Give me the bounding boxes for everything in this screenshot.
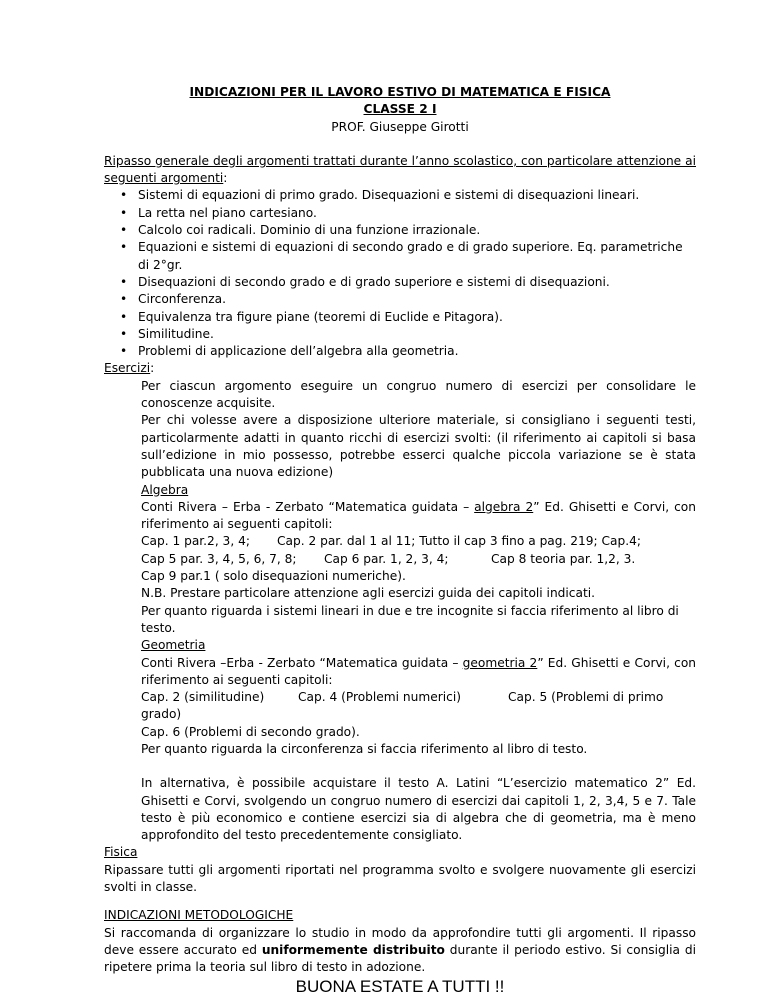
geometria-heading: Geometria: [141, 638, 206, 653]
esercizi-heading: Esercizi:: [104, 361, 155, 376]
ripasso-intro: Ripasso generale degli argomenti trattati durante l’anno scolastico, con particolare attenzione ai seguenti argomenti:: [104, 153, 696, 186]
geometria-chapters-line3: Per quanto riguarda la circonferenza si faccia riferimento al libro di testo.: [141, 741, 588, 756]
geometria-book: Conti Rivera –Erba - Zerbato “Matematica guidata – geometria 2” Ed. Ghisetti e Corvi, con riferimento ai seguenti capitoli:: [141, 655, 696, 687]
esercizi-para2: Per chi volesse avere a disposizione ulteriore materiale, si consigliano i seguenti testi, particolarmente adatti in quanto ricchi di esercizi svolti: (il riferimento ai capitoli si basa sull’edizione in mio possesso, potrebbe esserci qualche piccola variazione se è stata pubblicata una nuova edizione): [141, 413, 696, 480]
fisica-text: Ripassare tutti gli argomenti riportati nel programma svolto e svolgere nuovamente gli esercizi svolti in classe.: [104, 862, 696, 895]
algebra-chapters-line3: Cap 9 par.1 ( solo disequazioni numeriche).: [141, 569, 406, 584]
class-label: CLASSE 2 I: [363, 102, 437, 117]
esercizi-section: [104, 378, 696, 845]
list-item: • Sistemi di equazioni di primo grado. Disequazioni e sistemi di disequazioni lineari.: [138, 187, 696, 204]
closing-greeting: BUONA ESTATE A TUTTI !!: [295, 976, 505, 996]
alternative-book: In alternativa, è possibile acquistare il testo A. Latini “L’esercizio matematico 2” Ed. Ghisetti e Corvi, svolgendo un congruo numero di esercizi dai capitoli 1, 2, 3,4, 5 e 7. Tale testo è più economico e contiene esercizi sia di algebra che di geometria, ma è meno approfondito del testo precedentemente consigliato.: [141, 776, 696, 843]
list-item: • Equivalenza tra figure piane (teoremi di Euclide e Pitagora).: [138, 309, 696, 326]
topics-list: [104, 187, 696, 360]
teacher-name: PROF. Giuseppe Girotti: [331, 119, 469, 134]
geometria-chapters-line2: Cap. 6 (Problemi di secondo grado).: [141, 724, 360, 739]
fisica-heading: Fisica: [104, 845, 138, 860]
algebra-heading: Algebra: [141, 482, 189, 497]
algebra-chapters-line1: Cap. 1 par.2, 3, 4; Cap. 2 par. dal 1 al 11; Tutto il cap 3 fino a pag. 219; Cap.4;: [141, 534, 641, 549]
algebra-chapters-line2: Cap 5 par. 3, 4, 5, 6, 7, 8; Cap 6 par. 1, 2, 3, 4; Cap 8 teoria par. 1,2, 3.: [141, 551, 636, 566]
algebra-note1: N.B. Prestare particolare attenzione agli esercizi guida dei capitoli indicati.: [141, 586, 595, 601]
document-page: [104, 84, 696, 997]
list-item: • Disequazioni di secondo grado e di grado superiore e sistemi di disequazioni.: [138, 274, 696, 291]
list-item: • Circonferenza.: [138, 291, 696, 308]
document-header: [104, 84, 696, 136]
document-title: INDICAZIONI PER IL LAVORO ESTIVO DI MATEMATICA E FISICA: [189, 85, 611, 99]
list-item: • Calcolo coi radicali. Dominio di una funzione irrazionale.: [138, 222, 696, 239]
list-item: • Equazioni e sistemi di equazioni di secondo grado e di grado superiore. Eq. parametriche di 2°gr.: [138, 239, 696, 274]
algebra-note2: Per quanto riguarda i sistemi lineari in due e tre incognite si faccia riferimento al libro di testo.: [141, 603, 679, 635]
esercizi-para1: Per ciascun argomento eseguire un congruo numero di esercizi per consolidare le conoscenze acquisite.: [141, 378, 696, 411]
geometria-chapters-line1: Cap. 2 (similitudine) Cap. 4 (Problemi numerici) Cap. 5 (Problemi di primo grado): [141, 690, 664, 722]
metodologia-text: Si raccomanda di organizzare lo studio in modo da approfondire tutti gli argomenti. Il ripasso deve essere accurato ed uniformemente distribuito durante il periodo estivo. Si consiglia di ripetere prima la teoria sul libro di testo in adozione.: [104, 925, 696, 975]
algebra-book: Conti Rivera – Erba - Zerbato “Matematica guidata – algebra 2” Ed. Ghisetti e Corvi, con riferimento ai seguenti capitoli:: [141, 499, 696, 532]
metodologia-heading: INDICAZIONI METODOLOGICHE: [104, 908, 294, 923]
list-item: • Similitudine.: [138, 326, 696, 343]
list-item: • Problemi di applicazione dell’algebra alla geometria.: [138, 343, 696, 360]
list-item: • La retta nel piano cartesiano.: [138, 205, 696, 222]
